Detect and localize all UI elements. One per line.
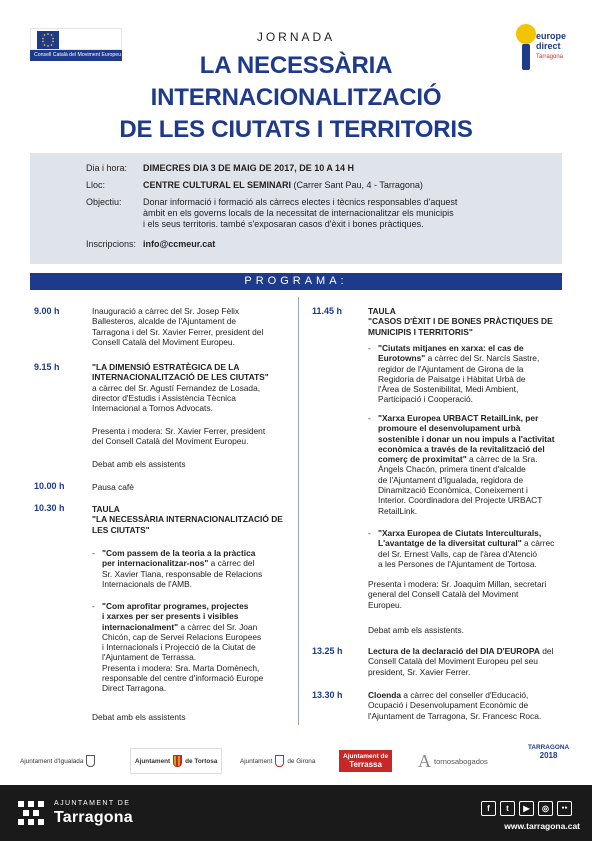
list-item: - "Xarxa Europea URBACT RetailLink, per promoure el desenvolupament urbà sostenible i donar un nou impuls a l'activitat econòmica a través de la revitalització del comerç de proximitat" a càrrec de la Sra. Àngels Chacón, primera tinent d'alcalde de l'Ajuntament d'Igualada, regidora de Dinamització Econòmica, Coneixement i Interior. Coordinadora del Projecte URBACT RetailLink.	[378, 413, 570, 516]
partner-logo-tornos: A tornosabogados	[418, 750, 488, 771]
flickr-icon[interactable]: ●●	[557, 801, 572, 816]
partner-logo-girona: Ajuntament de Girona	[240, 748, 315, 774]
partner-logo-igualada: Ajuntament d'Igualada	[20, 748, 95, 774]
registration-email-link[interactable]: info@ccmeur.cat	[143, 239, 216, 249]
session-text: Cloenda a càrrec del conseller d'Educació, Ocupació i Desenvolupament Econòmic de l'Ajuntament de Tarragona, Sr. Francesc Roca.	[368, 690, 542, 721]
crest-icon	[275, 755, 284, 767]
time-label: 10.00 h	[34, 481, 65, 491]
partner-logo-terrassa: Ajuntament de Terrassa	[339, 748, 392, 774]
debate-text: Debat amb els assistents	[92, 712, 186, 722]
footer-org-name: Tarragona	[54, 809, 133, 826]
time-label: 10.30 h	[34, 503, 65, 513]
list-item: - "Com passem de la teoria a la pràctica per internacionalitzar-nos" a càrrec del Sr. Xavier Tiana, responsable de Relacions Internacionals de l'AMB.	[102, 548, 294, 589]
list-item: - "Xarxa Europea de Ciutats Interculturals, L'avantatge de la diversitat cultural" a càrrec del Sr. Ernest Valls, cap de l'àrea d'Atenció a les Persones de l'Ajuntament de Tortosa.	[378, 528, 570, 569]
partner-logo-tarragona-2018: TARRAGONA 2018	[528, 744, 570, 760]
session-text: TAULA "LA NECESSÀRIA INTERNACIONALITZACIÓ DE LES CIUTATS"	[92, 504, 283, 535]
time-label: 9.15 h	[34, 362, 60, 372]
debate-text: Debat amb els assistents	[92, 459, 186, 469]
event-venue: CENTRE CULTURAL EL SEMINARI (Carrer Sant Pau, 4 - Tarragona)	[143, 180, 423, 190]
crest-icon	[173, 755, 182, 767]
time-label: 9.00 h	[34, 306, 60, 316]
footer-org-small: AJUNTAMENT DE	[54, 800, 131, 807]
kicker: JORNADA	[256, 30, 336, 44]
tornos-a-icon: A	[418, 750, 431, 771]
list-item: - "Ciutats mitjanes en xarxa: el cas de Eurotowns" a càrrec del Sr. Narcís Sastre, regidor de l'Ajuntament de Girona de la Regidoria de Paisatge i Hàbitat Urbà de l'Àrea de Sostenibilitat, Medi Ambient, Participació i Cooperació.	[378, 343, 570, 405]
youtube-icon[interactable]: ▶	[519, 801, 534, 816]
time-label: 13.30 h	[312, 690, 343, 700]
title-line-2: INTERNACIONALITZACIÓ	[150, 84, 442, 111]
session-text: Lectura de la declaració del DIA D'EUROPA del Consell Català del Moviment Europeu pel seu president, Sr. Xavier Ferrer.	[368, 646, 554, 677]
time-label: 11.45 h	[312, 306, 343, 316]
session-text: Inauguració a càrrec del Sr. Josep Fèlix Ballesteros, alcalde de l'Ajuntament de Tarragona i del Sr. Xavier Ferrer, president del Consell Català del Moviment Europeu.	[92, 306, 264, 347]
time-label: 13.25 h	[312, 646, 343, 656]
facebook-icon[interactable]: f	[481, 801, 496, 816]
session-text: TAULA "CASOS D'ÈXIT I DE BONES PRÀCTIQUES DE MUNICIPIS I TERRITORIS"	[368, 306, 553, 337]
objective-line: àmbit en els governs locals de la necessitat de internacionalitzar els municipis	[143, 208, 454, 218]
title-line-3: DE LES CIUTATS I TERRITORIS	[119, 116, 473, 143]
logo-caption: Consell Català del Moviment Europeu	[30, 50, 122, 61]
instagram-icon[interactable]: ◎	[538, 801, 553, 816]
website-link[interactable]: www.tarragona.cat	[504, 821, 580, 831]
europe-direct-logo: europe direct Tarragona	[514, 22, 578, 72]
footer	[0, 785, 592, 841]
programa-banner: PROGRAMA:	[30, 273, 562, 290]
list-item: - "Com aprofitar programes, projectes i xarxes per ser presents i visibles internacionalment" a càrrec del Sr. Joan Chicón, cap de Servei Relacions Europees i Internacionals i Projecció de la Ciutat de l'Ajuntament de Terrassa. Presenta i modera: Sra. Marta Domènech, responsable del centre d'informació Europe Direct Tarragona.	[102, 601, 294, 694]
title-line-1: LA NECESSÀRIA	[199, 52, 393, 79]
moderator-text: Presenta i modera: Sr. Joaquim Millan, secretari general del Consell Català del Moviment Europeu.	[368, 579, 547, 610]
debate-text: Debat amb els assistents.	[368, 625, 464, 635]
tarragona-mark-icon	[18, 801, 44, 825]
partner-logo-tortosa: Ajuntament de Tortosa	[130, 748, 222, 774]
info-box: Dia i hora: DIMECRES DIA 3 DE MAIG DE 2017, DE 10 A 14 H Lloc: CENTRE CULTURAL EL SEMINARI (Carrer Sant Pau, 4 - Tarragona) Objectiu: Donar informació i formació als càrrecs electes i tècnics responsables d'aquest àmbit en els governs locals de la necessitat de internacionalitzar els municipis i els seus territoris. també s'exposaran casos d'èxit i bones pràctiques. Inscripcions: info@ccmeur.cat	[30, 153, 562, 264]
session-text: "LA DIMENSIÓ ESTRATÈGICA DE LA INTERNACIONALITZACIÓ DE LES CIUTATS" a càrrec del Sr. Agustí Fernandez de Losada, director d'Estudis i Assistència Tècnica Internacional a Tornos Advocats.	[92, 362, 269, 414]
objective-line: Donar informació i formació als càrrecs electes i tècnics responsables d'aquest	[143, 197, 458, 207]
event-date: DIMECRES DIA 3 DE MAIG DE 2017, DE 10 A 14 H	[143, 163, 355, 173]
moderator-text: Presenta i modera: Sr. Xavier Ferrer, president del Consell Català del Moviment Europeu.	[92, 426, 266, 447]
column-divider	[298, 297, 299, 725]
objective-line: i els seus territoris. també s'exposaran casos d'èxit i bones pràctiques.	[143, 219, 424, 229]
twitter-icon[interactable]: t	[500, 801, 515, 816]
crest-icon	[86, 755, 95, 767]
session-text: Pausa cafè	[92, 482, 134, 492]
